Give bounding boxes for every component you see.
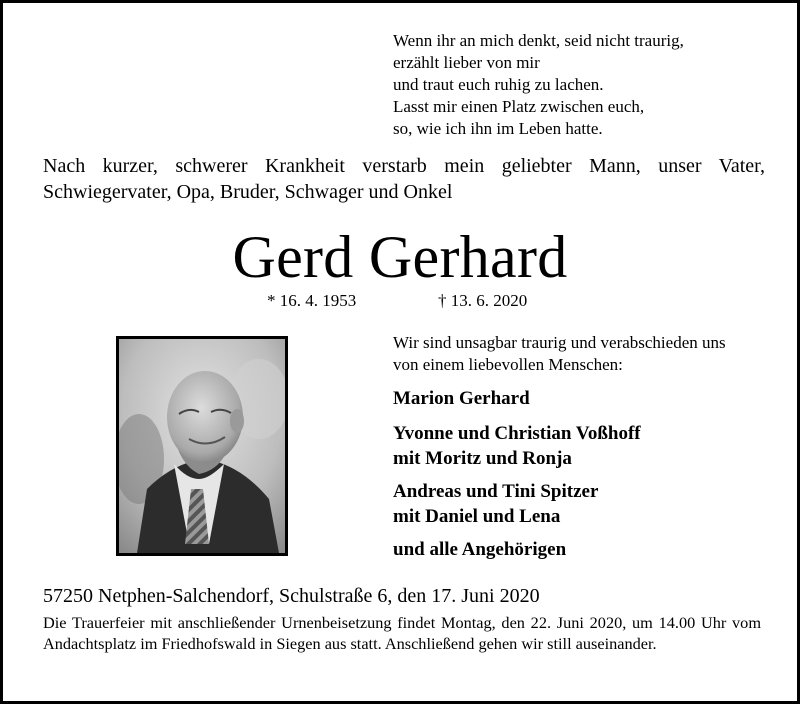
farewell-line: von einem liebevollen Menschen: — [393, 355, 623, 374]
poem-line: Wenn ihr an mich denkt, seid nicht traurig, — [393, 31, 684, 50]
farewell-line: Wir sind unsagbar traurig und verabschieden uns — [393, 333, 726, 352]
portrait-photo — [116, 336, 288, 556]
poem-line: Lasst mir einen Platz zwischen euch, — [393, 97, 645, 116]
birth-date: * 16. 4. 1953 — [267, 291, 357, 310]
poem-line: und traut euch ruhig zu lachen. — [393, 75, 604, 94]
funeral-service-text: Die Trauerfeier mit anschließender Urnenbeisetzung findet Montag, den 22. Juni 2020, um 14.00 Uhr vom Andachtsplatz im Friedhofswald in Siegen aus statt. Anschließend gehen wir still auseinander. — [43, 613, 761, 653]
poem-line: so, wie ich ihn im Leben hatte. — [393, 119, 603, 138]
mourner-name: mit Moritz und Ronja — [393, 448, 572, 469]
mourner-name: Marion Gerhard — [393, 388, 530, 409]
mourner-name: und alle Angehörigen — [393, 539, 567, 560]
mourner-name: Andreas und Tini Spitzer — [393, 481, 599, 502]
intro-text: Nach kurzer, schwerer Krankheit verstarb mein geliebter Mann, unser Vater, Schwiegervater, Opa, Bruder, Schwager und Onkel — [43, 155, 765, 203]
address-line: 57250 Netphen-Salchendorf, Schulstraße 6, den 17. Juni 2020 — [43, 585, 540, 607]
poem-line: erzählt lieber von mir — [393, 53, 540, 72]
mourner-name: mit Daniel und Lena — [393, 506, 561, 527]
memorial-poem — [393, 30, 773, 140]
deceased-name: Gerd Gerhard — [232, 224, 568, 290]
farewell-text — [393, 332, 773, 376]
death-date: † 13. 6. 2020 — [438, 291, 528, 310]
mourner-name: Yvonne und Christian Voßhoff — [393, 423, 641, 444]
